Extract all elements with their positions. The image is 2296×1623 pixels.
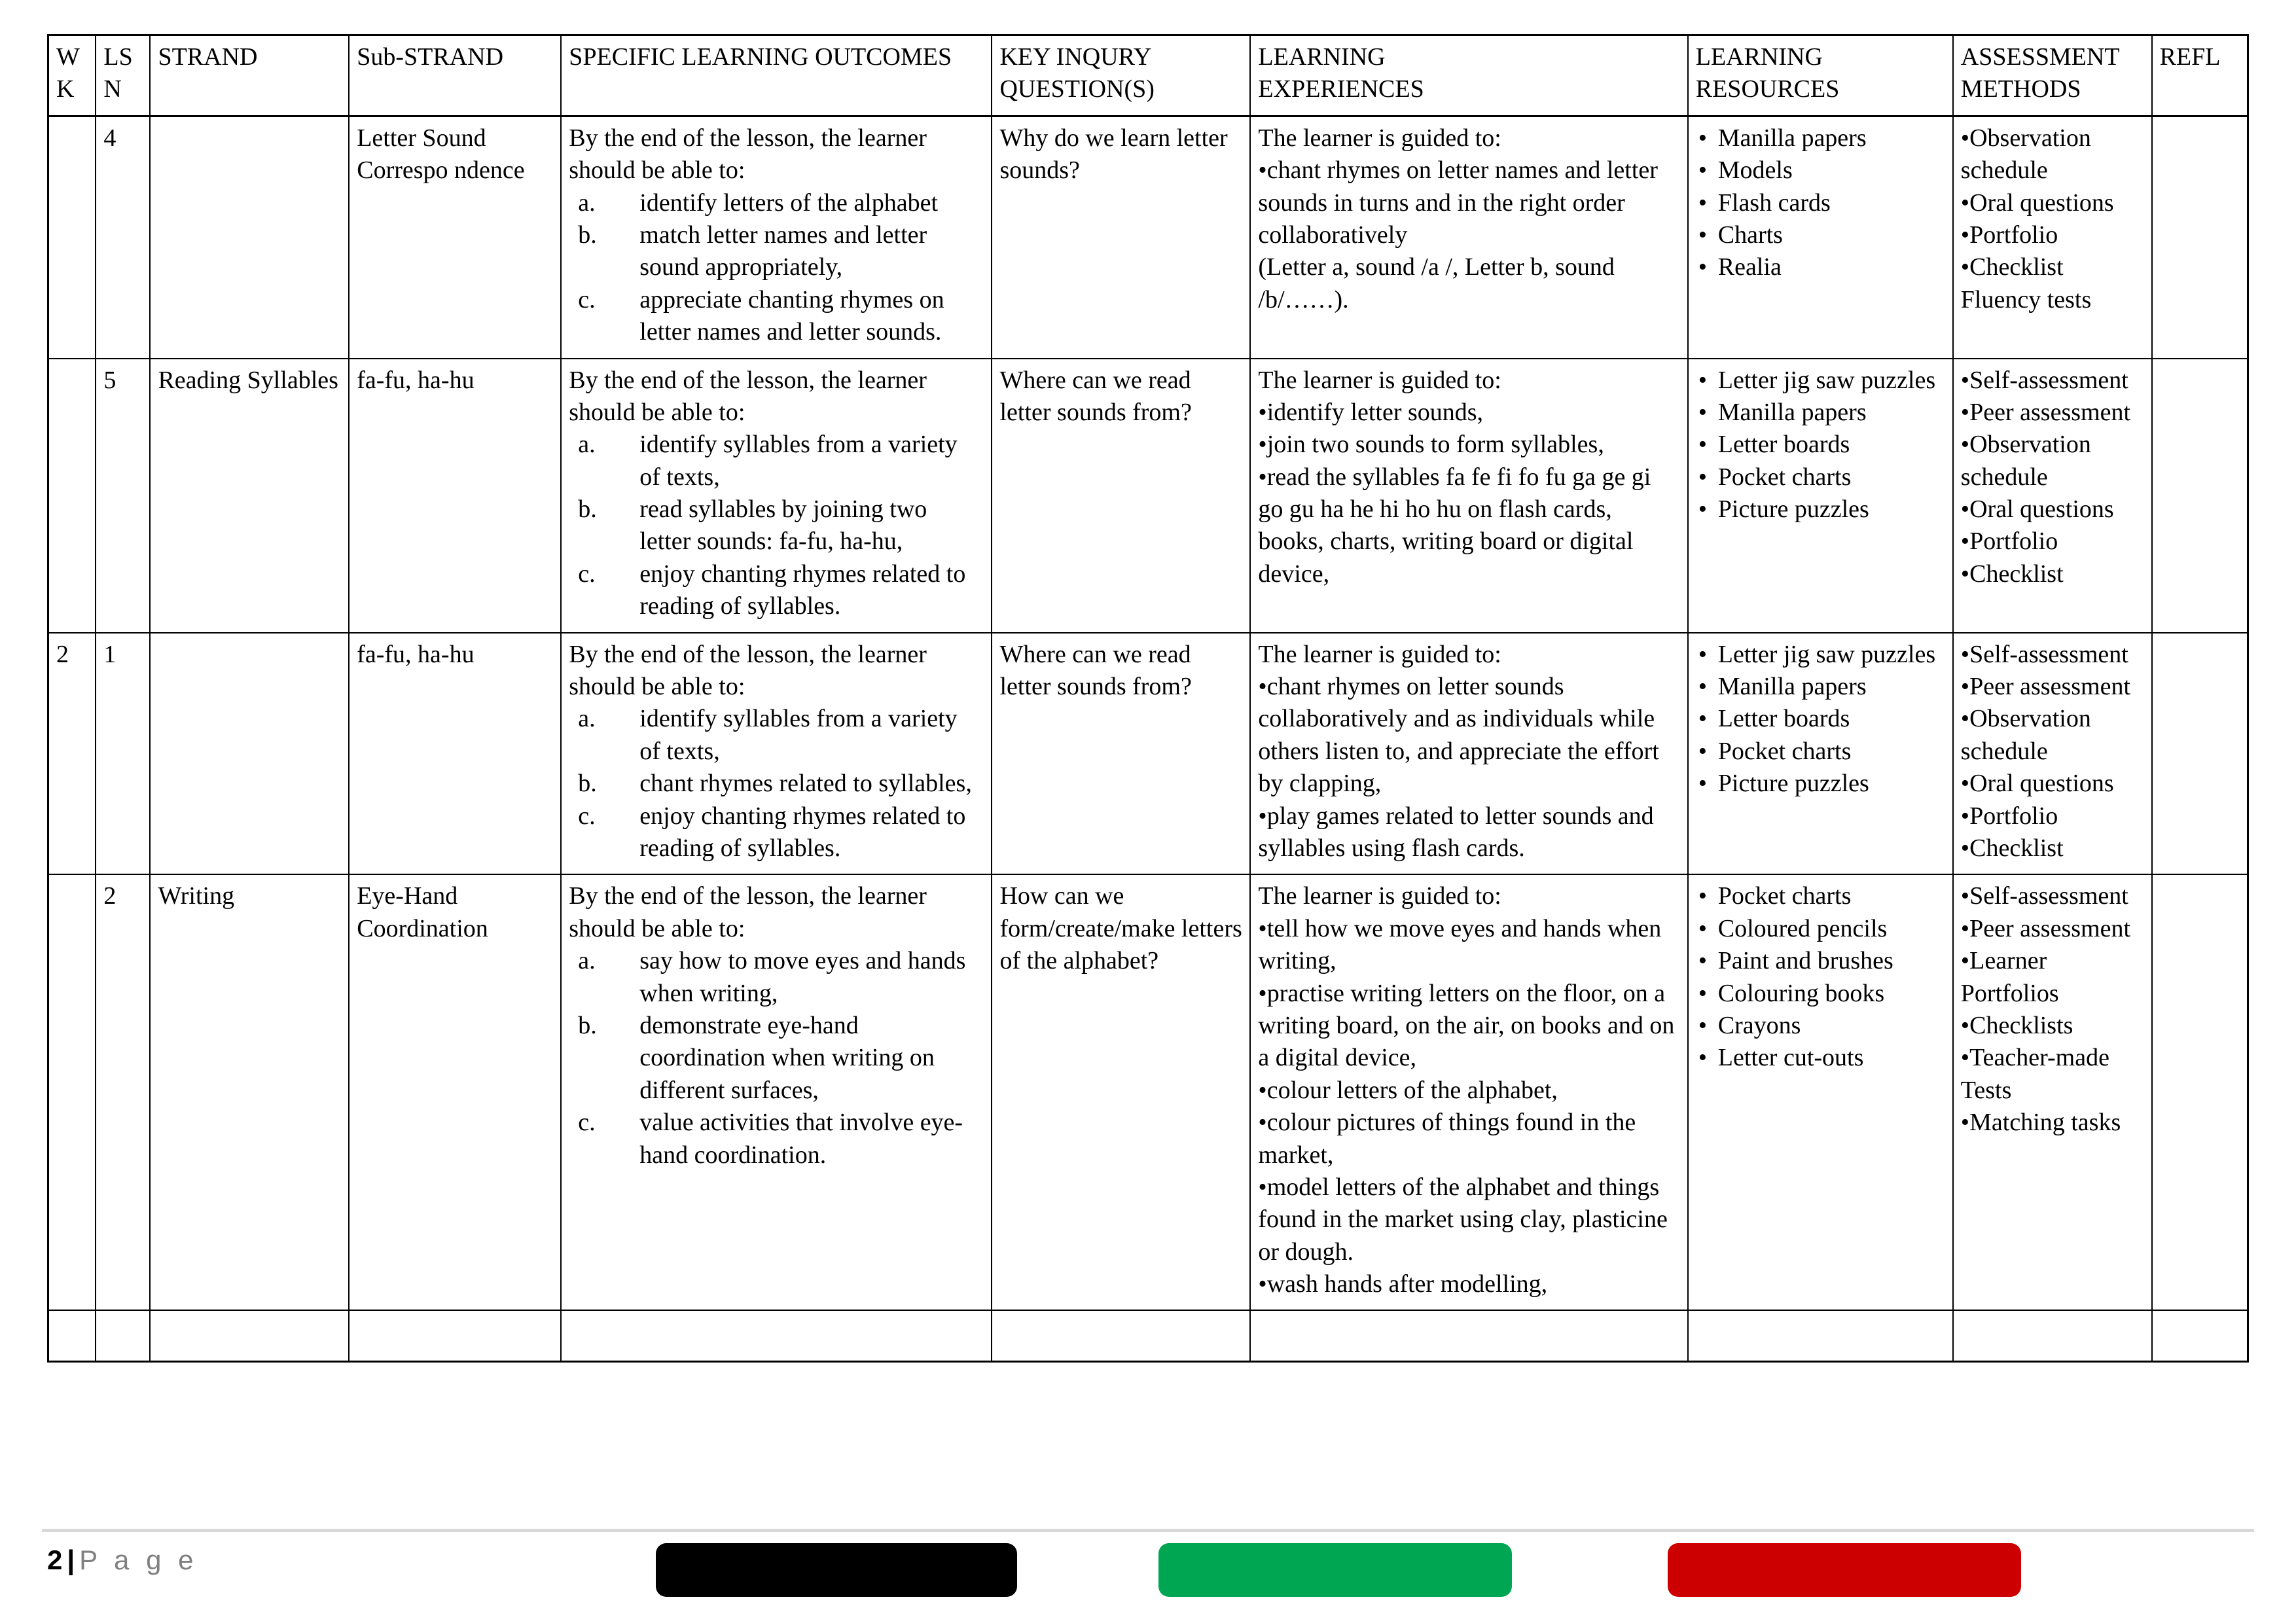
header-line-2: N: [103, 75, 122, 103]
le-intro: The learner is guided to:: [1258, 124, 1501, 152]
cell-reflection: [2152, 874, 2248, 1310]
slo-item-marker: a.: [578, 705, 596, 733]
am-list: [1961, 880, 2144, 1139]
le-list-item: • chant rhymes on letter sounds collaboratively and as individuals while others listen to, and appreciate the effort by clapping,: [1258, 671, 1679, 800]
cell-lesson-number-text: 4: [103, 124, 117, 152]
lr-list-item: • Letter boards: [1696, 429, 1945, 461]
lr-list-item: • Manilla papers: [1696, 671, 1945, 703]
column-header-week: [48, 35, 96, 116]
cell-key-inquiry-question: [992, 116, 1250, 358]
slo-list-item: [569, 800, 984, 865]
cell-specific-learning-outcomes: [561, 116, 992, 358]
le-intro: The learner is guided to:: [1258, 366, 1501, 394]
cell-week-text: 2: [56, 640, 69, 668]
cell-week: [48, 116, 96, 358]
cell-sub-strand-text: fa-fu, ha-hu: [357, 640, 475, 668]
cell-key-inquiry-question-text: Why do we learn letter sounds?: [999, 124, 1228, 185]
lr-list-item: • Manilla papers: [1696, 122, 1945, 154]
lr-list-item: • Pocket charts: [1696, 461, 1945, 493]
header-line-1: LS: [103, 43, 133, 71]
column-header-lesson-number: [96, 35, 150, 116]
column-header-key-inquiry-questions: [992, 35, 1250, 116]
le-list-item: • tell how we move eyes and hands when writing,: [1258, 913, 1679, 978]
cell-learning-resources: [1688, 359, 1953, 633]
am-list: [1961, 122, 2144, 316]
am-list-item: • Checklist: [1961, 558, 2144, 590]
slo-item-text: identify syllables from a variety of texts,: [639, 705, 958, 765]
cell-key-inquiry-question: [992, 633, 1250, 875]
cell-key-inquiry-question: [992, 874, 1250, 1310]
cell-learning-resources: [1688, 116, 1953, 358]
lr-list-item: • Charts: [1696, 219, 1945, 251]
red-bar: [1668, 1543, 2021, 1597]
column-header-strand: STRAND: [150, 35, 349, 116]
cell-week: [48, 359, 96, 633]
column-header-reflection: REFL: [2152, 35, 2248, 116]
slo-item-text: chant rhymes related to syllables,: [639, 770, 972, 798]
am-list-item: • Portfolio: [1961, 800, 2144, 832]
column-header-assessment-methods: [1953, 35, 2152, 116]
slo-intro: By the end of the lesson, the learner should be able to:: [569, 640, 927, 701]
cell-lesson-number: [96, 633, 150, 875]
slo-item-marker: b.: [578, 1011, 597, 1039]
column-header-sub-strand: Sub-STRAND: [349, 35, 561, 116]
header-line-2: RESOURCES: [1695, 75, 1840, 103]
am-list-item: • Peer assessment: [1961, 671, 2144, 703]
am-list-item: • Oral questions: [1961, 768, 2144, 800]
cell-strand: [150, 633, 349, 875]
cell-specific-learning-outcomes: [561, 874, 992, 1310]
table-header: [48, 35, 2248, 116]
slo-item-text: say how to move eyes and hands when writing,: [639, 947, 966, 1007]
cell-key-inquiry-question: [992, 359, 1250, 633]
cell-learning-resources: [1688, 633, 1953, 875]
slo-item-marker: c.: [578, 802, 596, 830]
le-list-item: • chant rhymes on letter names and letter sounds in turns and in the right order collaboratively: [1258, 154, 1679, 251]
slo-list-item: [569, 558, 984, 623]
slo-item-marker: a.: [578, 947, 596, 975]
cell-assessment-methods: [1953, 116, 2152, 358]
slo-list: [569, 945, 984, 1171]
cell-strand-text: Writing: [158, 882, 235, 910]
lr-list-item: • Letter jig saw puzzles: [1696, 639, 1945, 671]
cell-reflection: [2152, 359, 2248, 633]
cell-sub-strand-text: Eye-Hand Coordination: [357, 882, 488, 942]
empty-cell: [96, 1310, 150, 1362]
am-list-item: • Peer assessment: [1961, 397, 2144, 429]
am-list: [1961, 639, 2144, 865]
green-bar: [1158, 1543, 1512, 1597]
cell-strand: [150, 116, 349, 358]
am-list-item: • Checklist: [1961, 832, 2144, 865]
lr-list: [1696, 880, 1945, 1074]
am-list-item: Fluency tests: [1960, 285, 2092, 313]
empty-cell: [1953, 1310, 2152, 1362]
lr-list-item: • Picture puzzles: [1696, 493, 1945, 526]
am-list-item: • Teacher-made Tests: [1961, 1042, 2144, 1107]
am-list-item: • Self-assessment: [1961, 880, 2144, 912]
lr-list-item: • Letter cut-outs: [1696, 1042, 1945, 1074]
cell-learning-experiences: [1250, 874, 1687, 1310]
le-list-item: • wash hands after modelling,: [1258, 1268, 1679, 1300]
am-list-item: • Observation schedule: [1961, 429, 2144, 493]
le-intro: The learner is guided to:: [1258, 640, 1501, 668]
lr-list-item: • Realia: [1696, 251, 1945, 283]
le-list-item: • practise writing letters on the floor, on a writing board, on the air, on books and on a digital device,: [1258, 978, 1679, 1075]
table-row-empty: [48, 1310, 2248, 1362]
am-list: [1961, 365, 2144, 591]
header-line-1: KEY INQURY: [999, 43, 1152, 71]
slo-list: [569, 429, 984, 622]
cell-sub-strand: [349, 874, 561, 1310]
scheme-of-work-table: [47, 34, 2249, 1363]
black-bar: [656, 1543, 1017, 1597]
cell-week: [48, 874, 96, 1310]
lr-list-item: • Crayons: [1696, 1010, 1945, 1042]
cell-sub-strand: [349, 359, 561, 633]
empty-cell: [48, 1310, 96, 1362]
slo-item-text: read syllables by joining two letter sounds: fa-fu, ha-hu,: [639, 495, 927, 556]
slo-intro: By the end of the lesson, the learner should be able to:: [569, 124, 927, 185]
le-list: [1258, 671, 1679, 865]
lr-list-item: • Models: [1696, 154, 1945, 187]
page-number-separator: |: [67, 1544, 76, 1575]
lr-list-item: • Picture puzzles: [1696, 768, 1945, 800]
slo-list-item: [569, 284, 984, 349]
lr-list-item: • Letter boards: [1696, 703, 1945, 735]
am-list-item: • Self-assessment: [1961, 639, 2144, 671]
cell-learning-experiences: [1250, 633, 1687, 875]
lr-list: [1696, 639, 1945, 800]
am-list-item: • Portfolio: [1961, 526, 2144, 558]
cell-assessment-methods: [1953, 874, 2152, 1310]
slo-item-text: enjoy chanting rhymes related to reading of syllables.: [639, 560, 966, 620]
slo-item-text: enjoy chanting rhymes related to reading of syllables.: [639, 802, 966, 862]
slo-item-text: value activities that involve eye-hand coordination.: [639, 1109, 963, 1169]
header-line-2: METHODS: [1960, 75, 2081, 103]
le-list-item: • colour pictures of things found in the market,: [1258, 1107, 1679, 1171]
le-list-item: • model letters of the alphabet and things found in the market using clay, plasticine or dough.: [1258, 1171, 1679, 1268]
cell-assessment-methods: [1953, 359, 2152, 633]
slo-list-item: [569, 1107, 984, 1171]
lr-list-item: • Coloured pencils: [1696, 913, 1945, 945]
le-list: [1258, 913, 1679, 1301]
header-line-2: QUESTION(S): [999, 75, 1155, 103]
le-list-item: • read the syllables fa fe fi fo fu ga ge gi go gu ha he hi ho hu on flash cards, books, charts, writing board or digital device,: [1258, 461, 1679, 591]
header-line-2: EXPERIENCES: [1258, 75, 1424, 103]
le-list: [1258, 154, 1679, 316]
le-list-item: (Letter a, sound /a /, Letter b, sound /b/……).: [1258, 253, 1615, 313]
le-list: [1258, 397, 1679, 590]
cell-key-inquiry-question-text: Where can we read letter sounds from?: [999, 640, 1192, 701]
cell-lesson-number-text: 1: [103, 640, 117, 668]
page-number-value: 2: [47, 1544, 63, 1575]
am-list-item: • Checklists: [1961, 1010, 2144, 1042]
cell-reflection: [2152, 633, 2248, 875]
lr-list-item: • Paint and brushes: [1696, 945, 1945, 977]
footer-divider: [42, 1529, 2254, 1532]
le-intro: The learner is guided to:: [1258, 882, 1501, 910]
slo-list-item: [569, 945, 984, 1010]
slo-list-item: [569, 219, 984, 284]
empty-cell: [1250, 1310, 1687, 1362]
cell-lesson-number-text: 5: [103, 366, 117, 394]
empty-cell: [349, 1310, 561, 1362]
slo-list: [569, 187, 984, 349]
empty-cell: [1688, 1310, 1953, 1362]
table-row: [48, 874, 2248, 1310]
le-list-item: • colour letters of the alphabet,: [1258, 1075, 1679, 1107]
cell-strand-text: Reading Syllables: [158, 366, 338, 394]
cell-learning-resources: [1688, 874, 1953, 1310]
cell-week: [48, 633, 96, 875]
slo-item-text: identify letters of the alphabet: [639, 188, 939, 217]
cell-assessment-methods: [1953, 633, 2152, 875]
cell-lesson-number: [96, 116, 150, 358]
header-line-1: W: [56, 43, 80, 71]
slo-item-text: identify syllables from a variety of texts,: [639, 431, 958, 491]
cell-learning-experiences: [1250, 116, 1687, 358]
slo-intro: By the end of the lesson, the learner should be able to:: [569, 366, 927, 426]
cell-sub-strand: [349, 633, 561, 875]
cell-sub-strand-text: Letter Sound Correspo ndence: [357, 124, 525, 185]
le-list-item: • identify letter sounds,: [1258, 397, 1679, 429]
table-row: [48, 633, 2248, 875]
am-list-item: • Self-assessment: [1961, 365, 2144, 397]
lr-list-item: • Letter jig saw puzzles: [1696, 365, 1945, 397]
column-header-learning-resources: [1688, 35, 1953, 116]
lr-list: [1696, 365, 1945, 526]
slo-list-item: [569, 1010, 984, 1107]
cell-lesson-number: [96, 359, 150, 633]
table-row: [48, 116, 2248, 358]
page-word: P a g e: [79, 1544, 198, 1575]
empty-cell: [150, 1310, 349, 1362]
am-list-item: • Peer assessment: [1961, 913, 2144, 945]
empty-cell: [561, 1310, 992, 1362]
cell-key-inquiry-question-text: How can we form/create/make letters of the alphabet?: [999, 882, 1242, 975]
le-list-item: • play games related to letter sounds and syllables using flash cards.: [1258, 800, 1679, 865]
slo-item-marker: a.: [578, 431, 596, 459]
cell-learning-experiences: [1250, 359, 1687, 633]
slo-item-marker: c.: [578, 560, 596, 588]
slo-intro: By the end of the lesson, the learner should be able to:: [569, 882, 927, 942]
header-line-2: K: [56, 75, 75, 103]
le-list-item: • join two sounds to form syllables,: [1258, 429, 1679, 461]
column-header-learning-experiences: [1250, 35, 1687, 116]
lr-list-item: • Manilla papers: [1696, 397, 1945, 429]
page-footer: [0, 1529, 2296, 1623]
lr-list-item: • Colouring books: [1696, 978, 1945, 1010]
cell-strand: [150, 874, 349, 1310]
slo-list: [569, 703, 984, 865]
am-list-item: • Portfolio: [1961, 219, 2144, 251]
empty-cell: [2152, 1310, 2248, 1362]
header-line-1: ASSESSMENT: [1960, 43, 2120, 71]
cell-specific-learning-outcomes: [561, 359, 992, 633]
slo-item-marker: c.: [578, 1109, 596, 1137]
slo-item-text: demonstrate eye-hand coordination when writing on different surfaces,: [639, 1011, 935, 1104]
cell-lesson-number: [96, 874, 150, 1310]
cell-sub-strand: [349, 116, 561, 358]
slo-item-text: appreciate chanting rhymes on letter names and letter sounds.: [639, 285, 944, 346]
cell-key-inquiry-question-text: Where can we read letter sounds from?: [999, 366, 1192, 426]
slo-list-item: [569, 187, 984, 219]
lr-list-item: • Pocket charts: [1696, 880, 1945, 912]
slo-list-item: [569, 429, 984, 493]
am-list-item: • Checklist: [1961, 251, 2144, 283]
lr-list-item: • Flash cards: [1696, 187, 1945, 219]
header-line-1: LEARNING: [1258, 43, 1386, 71]
slo-list-item: [569, 703, 984, 768]
am-list-item: • Oral questions: [1961, 187, 2144, 219]
cell-specific-learning-outcomes: [561, 633, 992, 875]
cell-lesson-number-text: 2: [103, 882, 117, 910]
slo-item-marker: b.: [578, 495, 597, 524]
lr-list-item: • Pocket charts: [1696, 736, 1945, 768]
am-list-item: • Matching tasks: [1961, 1107, 2144, 1139]
cell-strand: [150, 359, 349, 633]
cell-sub-strand-text: fa-fu, ha-hu: [357, 366, 475, 394]
table-body: [48, 116, 2248, 1362]
slo-item-marker: a.: [578, 188, 596, 217]
am-list-item: • Learner Portfolios: [1961, 945, 2144, 1010]
am-list-item: • Observation schedule: [1961, 122, 2144, 187]
slo-item-marker: b.: [578, 221, 597, 249]
am-list-item: • Oral questions: [1961, 493, 2144, 526]
header-line-1: LEARNING: [1695, 43, 1823, 71]
page-number-label: [47, 1544, 198, 1576]
slo-item-marker: b.: [578, 770, 597, 798]
slo-list-item: [569, 493, 984, 558]
column-header-specific-learning-outcomes: SPECIFIC LEARNING OUTCOMES: [561, 35, 992, 116]
empty-cell: [992, 1310, 1250, 1362]
slo-item-text: match letter names and letter sound appropriately,: [639, 221, 927, 281]
slo-list-item: [569, 768, 984, 800]
lr-list: [1696, 122, 1945, 284]
header-row: [48, 35, 2248, 116]
table-row: [48, 359, 2248, 633]
slo-item-marker: c.: [578, 285, 596, 313]
cell-reflection: [2152, 116, 2248, 358]
am-list-item: • Observation schedule: [1961, 703, 2144, 768]
